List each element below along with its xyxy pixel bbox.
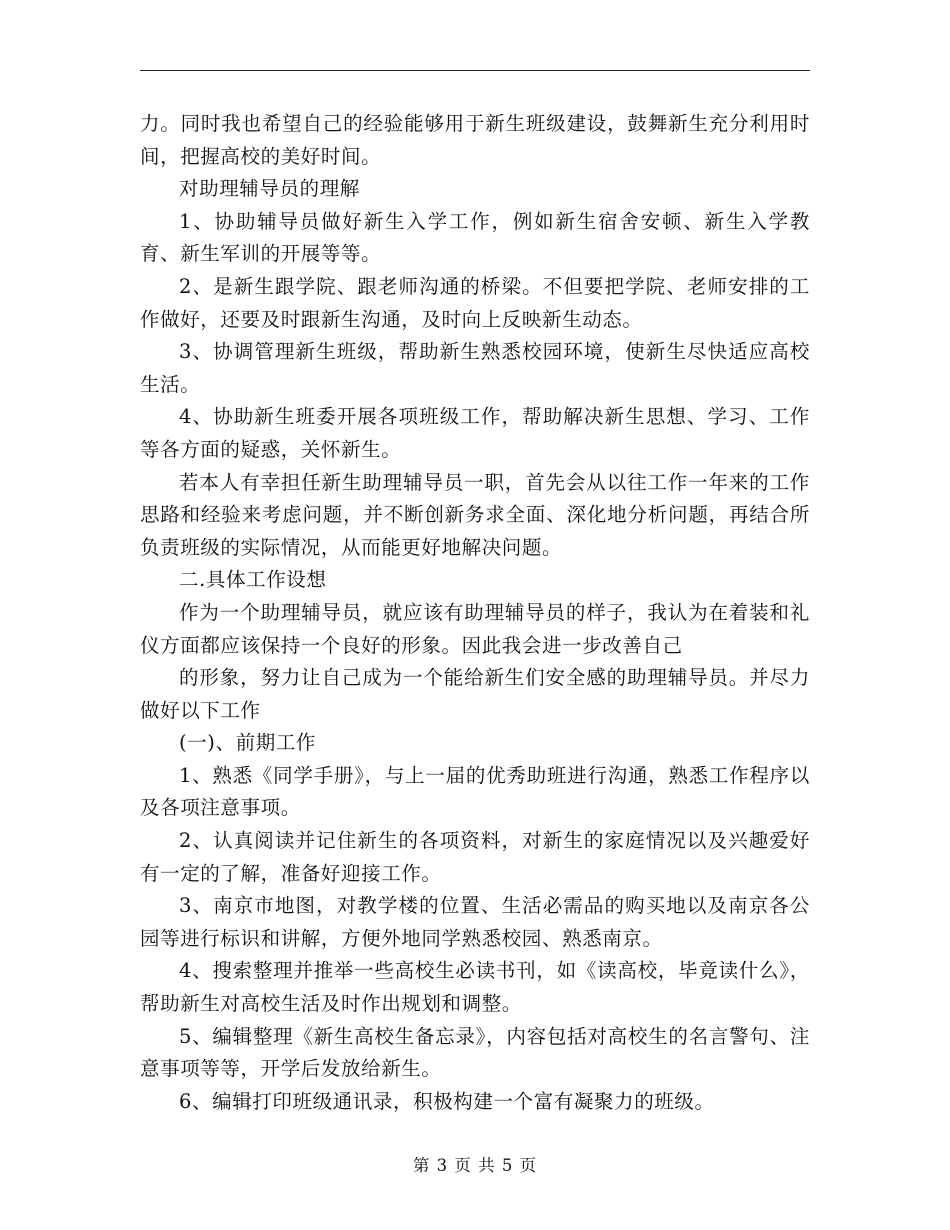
page-number: 第 3 页 共 5 页: [412, 1156, 538, 1175]
section-heading: 对助理辅导员的理解: [179, 177, 360, 201]
paragraph: 的形象，努力让自己成为一个能给新生们安全感的助理辅导员。并尽力做好以下工作: [140, 666, 810, 722]
header-rule: [140, 70, 810, 71]
paragraph: 作为一个助理辅导员，就应该有助理辅导员的样子，我认为在着装和礼仪方面都应该保持一个良好的形象。因此我会进一步改善自己: [140, 600, 810, 657]
paragraph: 力。同时我也希望自己的经验能够用于新生班级建设，鼓舞新生充分利用时间，把握高校的美好时间。: [140, 112, 810, 168]
paragraph: 2、是新生跟学院、跟老师沟通的桥梁。不但要把学院、老师安排的工作做好，还要及时跟新生沟通，及时向上反映新生动态。: [140, 274, 810, 331]
paragraph: 6、编辑打印班级通讯录，积极构建一个富有凝聚力的班级。: [179, 1089, 715, 1113]
paragraph: 3、南京市地图，对教学楼的位置、生活必需品的购买地以及南京各公园等进行标识和讲解，方便外地同学熟悉校园、熟悉南京。: [140, 894, 810, 950]
paragraph: 5、编辑整理《新生高校生备忘录》，内容包括对高校生的名言警句、注意事项等等，开学后发放给新生。: [140, 1024, 810, 1081]
section-heading: 二.具体工作设想: [179, 568, 327, 592]
document-body: [140, 108, 810, 1118]
paragraph: 1、熟悉《同学手册》，与上一届的优秀助班进行沟通，熟悉工作程序以及各项注意事项。: [140, 763, 810, 820]
subsection-heading: (一)、前期工作: [179, 731, 317, 755]
paragraph: 1、协助辅导员做好新生入学工作，例如新生宿舍安顿、新生入学教育、新生军训的开展等等。: [140, 209, 810, 266]
paragraph: 2、认真阅读并记住新生的各项资料，对新生的家庭情况以及兴趣爱好有一定的了解，准备好迎接工作。: [140, 829, 810, 885]
paragraph: 4、搜索整理并推举一些高校生必读书刊，如《读高校，毕竟读什么》，帮助新生对高校生活及时作出规划和调整。: [140, 959, 810, 1016]
paragraph: 4、协助新生班委开展各项班级工作，帮助解决新生思想、学习、工作等各方面的疑惑，关怀新生。: [140, 405, 810, 461]
paragraph: 若本人有幸担任新生助理辅导员一职，首先会从以往工作一年来的工作思路和经验来考虑问题，并不断创新务求全面、深化地分析问题，再结合所负责班级的实际情况，从而能更好地解决问题。: [140, 470, 810, 559]
paragraph: 3、协调管理新生班级，帮助新生熟悉校园环境，使新生尽快适应高校生活。: [140, 340, 810, 396]
